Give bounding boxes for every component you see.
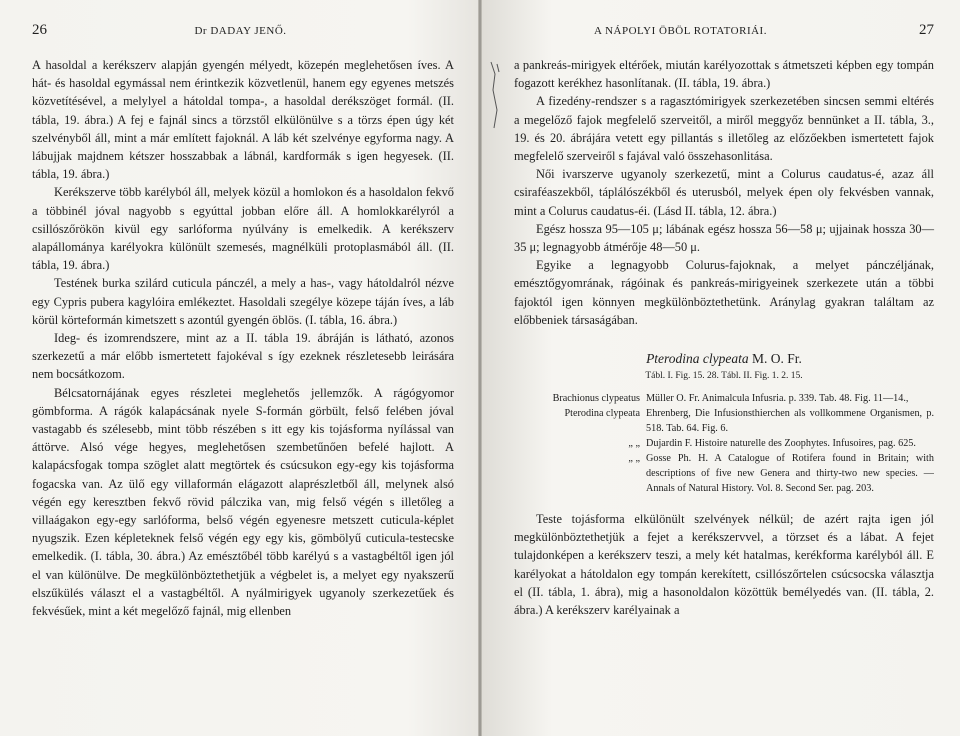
synonym-name: Pterodina clypeata (564, 408, 640, 420)
left-body-text (32, 56, 454, 620)
synonymy-list (514, 391, 934, 496)
synonymy-entry (514, 436, 934, 451)
synonym-reference: Gosse Ph. H. A Catalogue of Rotifera found in Britain; with descriptions of five new Genera and thirty-two new species. — Annals of Natural History. Vol. 8. Second Ser. pag. 203. (646, 453, 934, 495)
synonym-name: „ „ (628, 453, 640, 465)
synonym-reference: Dujardin F. Histoire naturelle des Zoophytes. Infusoires, pag. 625. (646, 438, 916, 450)
species-author: M. O. Fr. (752, 351, 802, 367)
synonymy-entry (514, 406, 934, 436)
paragraph: Ideg- és izomrendszere, mint az a II. tábla 19. ábráján is látható, azonos szerkezetű a már előbb ismertetett fajokéval s így ezeknek részletesebb leirására nem bocsátkozom. (32, 331, 454, 382)
left-running-title: Dr DADAY JENŐ. (194, 25, 287, 37)
paragraph: Női ivarszerve ugyanoly szerkezetű, mint a Colurus caudatus-é, azaz áll csiraféaszekből, táplálószékből és uterusból, melyek épen oly fekvésben vannak, mint a Colurus caudatus-éi. (Lásd II. tábla, 12. ábra.) (514, 167, 934, 218)
paragraph: a pankreás-mirigyek eltérőek, miután karélyozottak s átmetszeti képben egy tompán fogazott kerékhez hasonlítanak. (II. tábla, 19. ábra.) (514, 58, 934, 91)
paragraph: Egész hossza 95—105 μ; lábának egész hossza 56—58 μ; ujjainak hossza 30—35 μ; legnagyobb átmérője 48—50 μ. (514, 221, 934, 255)
paragraph: Egyike a legnagyobb Colurus-fajoknak, a melyet pánczéljának, emésztőgyomrának, rágóinak és pankreás-mirigyeinek szerkezete után a többi fajoktól igen könnyen megkülönböztethetünk. Aránylag gyakran találtam az előbbeniek társaságában. (514, 258, 934, 327)
paragraph: Testének burka szilárd cuticula pánczél, a mely a has-, vagy hátoldalról nézve egy Cypris pubera kagylóira emlékeztet. Hasoldali szegélye közepe táján íves, a láb körül körteformán kimetszett s azontúl gyengén öblös. (I. tábla, 16. ábra.) (32, 276, 454, 327)
synonymy-entry (514, 391, 934, 406)
paragraph: A hasoldal a kerékszerv alapján gyengén mélyedt, közepén meglehetősen íves. A hát- és hasoldal egymással nem érintkezik közvetlenül, hanem egy egyenes metszés közvetítésével, a melylyel a hátoldal tompa-, a hasoldal derékszöget formál. (II. tábla, 19. ábra.) A fej e fajnál sincs a törzstől elkülönülve s a törzs épen úgy két szelvényből áll, mint a már említett fajoknál. A láb két szelvénye egyforma nagy. A lábujjak majdnem kétszer hosszabbak a lábnál, kardformák s igen hegyesek. (II. tábla, 19. ábra.) (32, 58, 454, 182)
paragraph: Kerékszerve több karélyból áll, melyek közül a homlokon és a hasoldalon fekvő a többinél jóval nagyobb s egyúttal jobban előre áll. A homlokkarélyról a csillószőrökön kivül egy sarlóforma nyúlvány is emelkedik. A kerékszerv alapállománya karélyokra különült szemesés, magnélküli protoplasmából áll. (II. tábla, 19. ábra.) (32, 185, 454, 273)
margin-pencil-mark-icon (488, 60, 502, 130)
paragraph: Teste tojásforma elkülönült szelvények nélkül; de azért rajta igen jól megkülönböztethetjük a fejet a kerékszervvel, a törzset és a lábat. A fejet tulajdonképen a kerékszerv teszi, a mely két hatalmas, kerékforma karélyból áll. E karélyokat a hátoldalon egy tompán kerekített, csillószőrtelen csúcsocska választja el (II. tábla, 1. ábra), mig a hasonoldalon közöttük bemélyedés van. (II. tábla, 2. ábra.) A kerékszerv karélyainak a (514, 512, 934, 618)
right-body-text (514, 56, 934, 329)
plate-reference: Tábl. I. Fig. 15. 28. Tábl. II. Fig. 1. 2. 15. (645, 371, 803, 382)
synonym-reference: Ehrenberg, Die Infusionsthierchen als vollkommene Organismen, p. 518. Tab. 64. Fig. 6. (646, 408, 934, 435)
species-title: Pterodina clypeata (646, 351, 749, 367)
synonym-name: Brachionus clypeatus (552, 393, 640, 405)
right-running-head (514, 22, 934, 44)
right-page-number: 27 (919, 22, 934, 38)
right-page (480, 0, 960, 736)
right-running-title: A NÁPOLYI ÖBÖL ROTATORIÁI. (594, 25, 767, 37)
paragraph: Bélcsatornájának egyes részletei meglehetős jellemzők. A rágógyomor gömbforma. A rágók kalapácsának nyele S-formán görbült, felső felében jóval vastagabb és szélesebb, mint több részében s itt egy kis tojásforma nyílással van áttörve. Alsó vége hegyes, meglehetősen szembetűnően befelé hajlott. A kalapácsfogak tompa szöglet alatt megtörtek és csúcsukon egy-egy kis tojásforma fogacska van. Az ülő egy villaformán elágazott alaprészletből áll, melynek alsó végén egy keresztben fekvő rövid pálczika van, mig felső végén s illetőleg a villaágakon egy-egy sarlóforma, belső végén egyenesre metszett cuticula-képlet nyugszik. Ezen képleteknek felső végén egy egy kis, gömbölyű cuticula-testecske emelkedik. (I. tábla, 30. ábra.) Az emésztőbél több karélyú s a vastagbéltől igen jól el van különülve. De megkülönböztethetjük a végbelet is, a melyet egy nyakszerű elszűkülés választ el a vastagbéltől. A nyálmirigyek ugyanoly szerkezetűek és fekvésűek, mint a két megelőző fajnál, mig ellenben (32, 385, 454, 619)
synonymy-entry (514, 451, 934, 496)
species-heading (514, 351, 934, 367)
synonym-reference: Müller O. Fr. Animalcula Infusria. p. 339. Tab. 48. Fig. 11—14., (646, 393, 909, 405)
synonym-name: „ „ (628, 438, 640, 450)
left-running-head (32, 22, 454, 44)
book-gutter (478, 0, 482, 736)
left-page-number: 26 (32, 22, 47, 38)
paragraph: A fizedény-rendszer s a ragasztómirigyek szerkezetében sincsen semmi eltérés a megelőző fajok megfelelő szerveitől, a miről meggyőz bennünket a II. tábla, 3., 19. és 20. ábrájára vetett egy pillantás s illetőleg az előzőekben ismertetett fajok megfelelő szerveiről s fajával való összehasonlitása. (514, 94, 934, 164)
right-body-text-after (514, 510, 934, 619)
